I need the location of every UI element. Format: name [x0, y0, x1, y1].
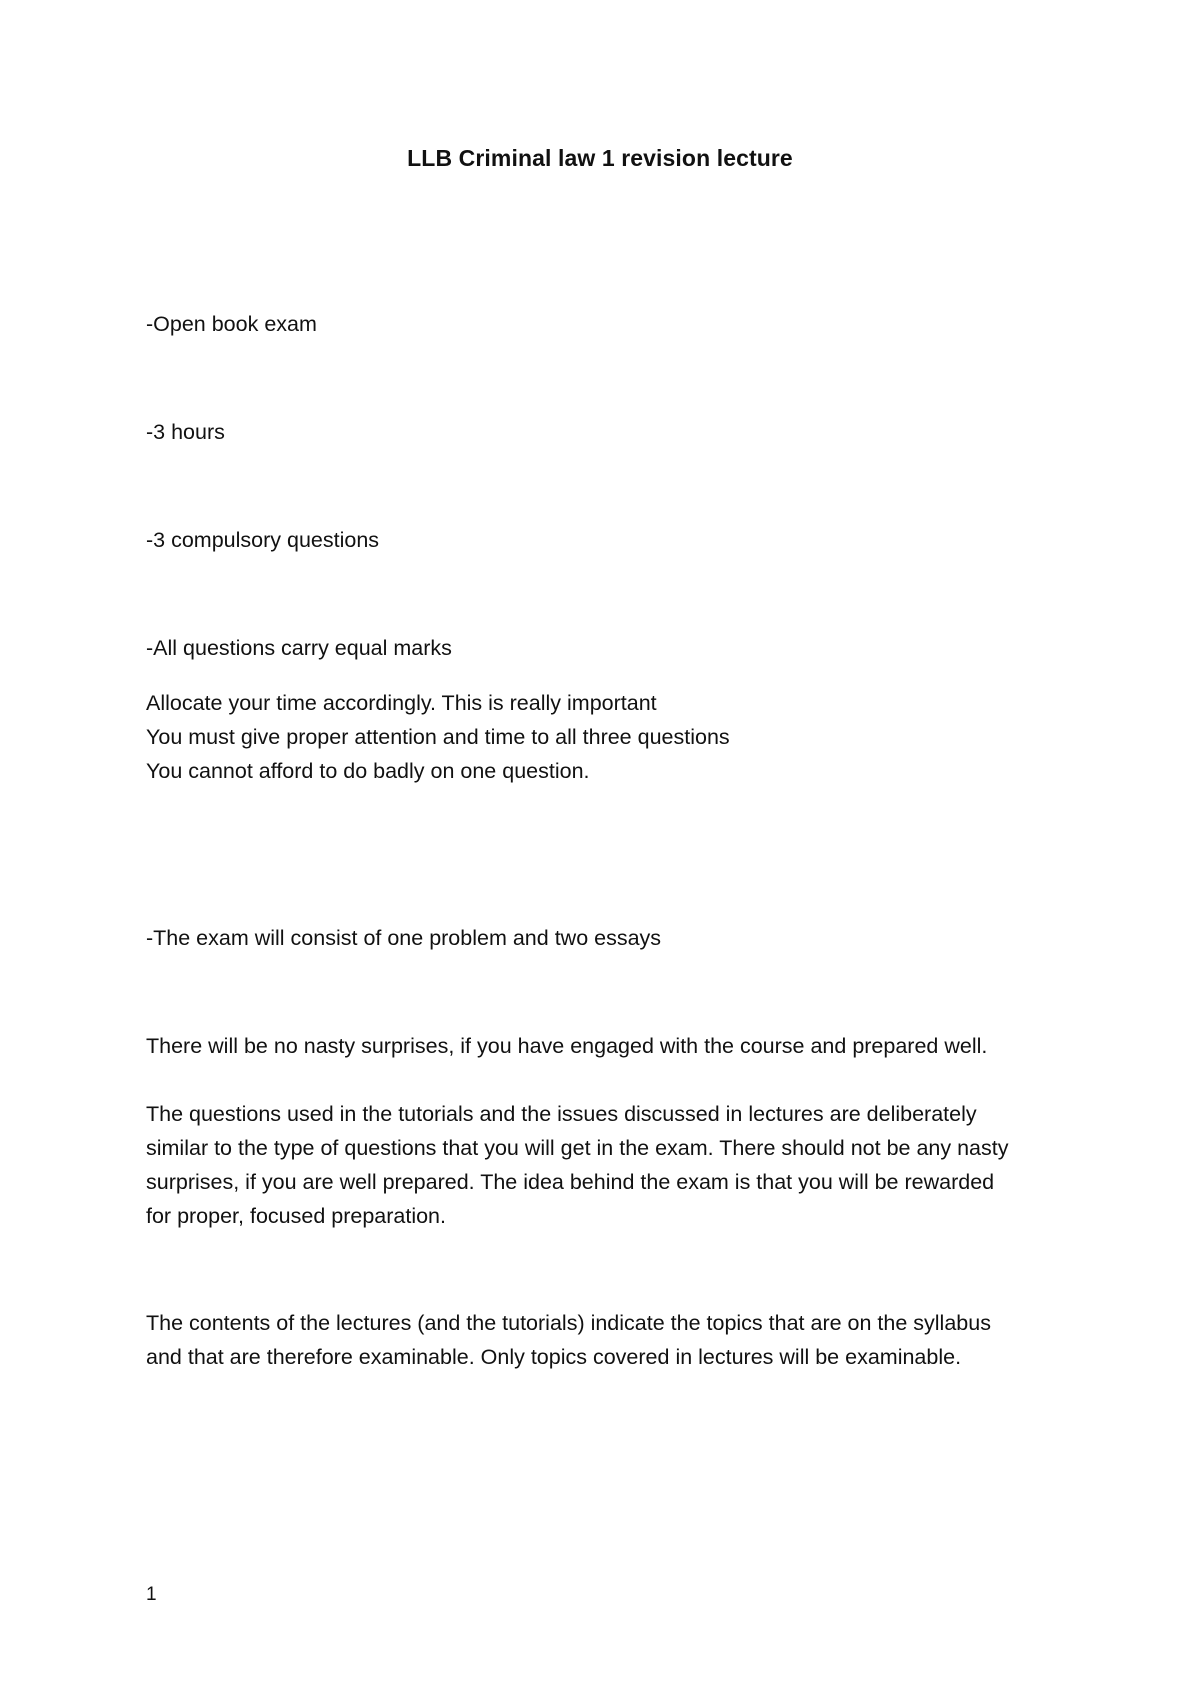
bullet-compulsory: -3 compulsory questions [146, 528, 380, 552]
paragraph-line: similar to the type of questions that you will get in the exam. There should not be any nasty [146, 1136, 1009, 1160]
paragraph-line: and that are therefore examinable. Only topics covered in lectures will be examinable. [146, 1345, 962, 1369]
bullet-equal-marks: -All questions carry equal marks [146, 636, 452, 660]
time-note-line: You must give proper attention and time to all three questions [146, 725, 730, 749]
bullet-duration: -3 hours [146, 420, 225, 444]
page-number: 1 [146, 1584, 157, 1605]
paragraph-line: for proper, focused preparation. [146, 1204, 446, 1228]
time-note-line: You cannot afford to do badly on one question. [146, 759, 590, 783]
time-note-line: Allocate your time accordingly. This is really important [146, 691, 657, 715]
paragraph-line: surprises, if you are well prepared. The idea behind the exam is that you will be rewarded [146, 1170, 995, 1194]
exam-structure-line: -The exam will consist of one problem and two essays [146, 926, 662, 950]
paragraph-line: The contents of the lectures (and the tutorials) indicate the topics that are on the syllabus [146, 1311, 991, 1335]
questions-paragraph [146, 1097, 1066, 1233]
syllabus-paragraph [146, 1306, 1066, 1374]
time-allocation-note [146, 686, 1066, 788]
bullet-open-book: -Open book exam [146, 312, 317, 336]
no-surprises-line: There will be no nasty surprises, if you have engaged with the course and prepared well. [146, 1034, 988, 1058]
paragraph-line: The questions used in the tutorials and the issues discussed in lectures are deliberately [146, 1102, 977, 1126]
page-title: LLB Criminal law 1 revision lecture [407, 145, 793, 171]
